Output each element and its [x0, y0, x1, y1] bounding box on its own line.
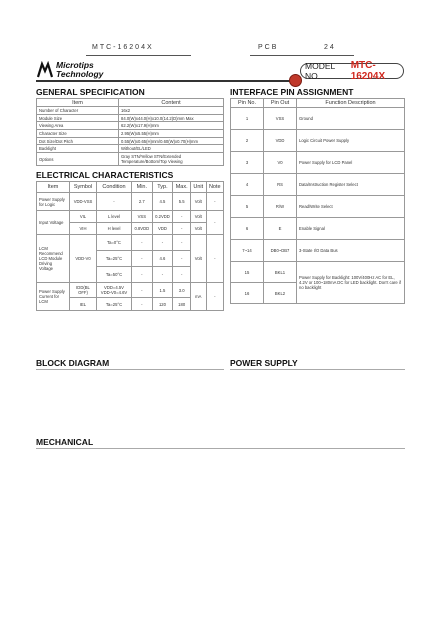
model-value: MTC-16204X [350, 60, 386, 82]
pin-out: V0 [264, 152, 297, 174]
model-dot-icon [289, 74, 302, 87]
gen-key: Module Size [37, 114, 119, 122]
elec-header: Unit [191, 182, 207, 193]
elec-min: 0.8VDD [132, 223, 153, 235]
pin-function: Logic Circuit Power Supply [297, 130, 405, 152]
header-rule-right [250, 55, 354, 56]
elec-symbol: VDD-V0 [70, 235, 97, 283]
model-number-badge [300, 60, 404, 82]
elec-note: - [206, 283, 223, 311]
elec-unit: Volt [191, 193, 207, 211]
elec-min: - [132, 251, 153, 267]
elec-max: - [173, 211, 191, 223]
elec-unit: mA [191, 283, 207, 311]
table-row [37, 283, 224, 298]
table-row [231, 240, 405, 262]
model-divider [36, 80, 298, 82]
elec-condition: Ta=25°C [97, 298, 132, 311]
pin-assignment-title: INTERFACE PIN ASSIGNMENT [230, 87, 354, 97]
table-row [37, 153, 224, 166]
table-row [37, 114, 224, 122]
elec-condition: VDD=4.5V VDD-V0=4.6V [97, 283, 132, 298]
elec-condition: - [97, 193, 132, 211]
elec-typ: 1.5 [152, 283, 173, 298]
pin-function-backlight: Power Supply for Backlight: 100V/400Hz AC for EL, 4.2V or 100~180mA DC for LED backlight. Don't care if no backlight [297, 262, 405, 304]
table-row [231, 108, 405, 130]
elec-max: 3.0 [173, 283, 191, 298]
pin-number: 4 [231, 174, 264, 196]
gen-key: Viewing Area [37, 122, 119, 130]
elec-symbol: IDD(BL OFF) [70, 283, 97, 298]
elec-condition: Ta=0°C [97, 235, 132, 251]
pin-number: 5 [231, 196, 264, 218]
pin-header: Pin No. [231, 99, 264, 108]
elec-typ: 4.5 [152, 193, 173, 211]
block-diagram-rule [36, 369, 224, 370]
elec-typ: 4.6 [152, 251, 173, 267]
pin-number: 16 [231, 283, 264, 304]
gen-value: 2.95(W)x5.55(H)mm [119, 130, 224, 138]
power-supply-rule [230, 369, 405, 370]
table-row [231, 130, 405, 152]
elec-condition: Ta=25°C [97, 251, 132, 267]
elec-header: Max. [173, 182, 191, 193]
elec-note: - [206, 211, 223, 235]
header-section-text: PCB [258, 44, 279, 51]
elec-symbol: VIL [70, 211, 97, 223]
gen-key: Options [37, 153, 119, 166]
elec-header: Note [206, 182, 223, 193]
table-row [231, 174, 405, 196]
pin-out: RS [264, 174, 297, 196]
elec-symbol: VDD-VSS [70, 193, 97, 211]
power-supply-title: POWER SUPPLY [230, 358, 298, 368]
pin-function: Ground [297, 108, 405, 130]
elec-note: - [206, 235, 223, 283]
elec-min: - [132, 283, 153, 298]
gen-value: 16x2 [119, 107, 224, 115]
pin-function: Enable Signal [297, 218, 405, 240]
gen-value: Gray STN/Yellow STN/Extended Temperature/Bottom/Top Viewing [119, 153, 224, 166]
pin-number: 6 [231, 218, 264, 240]
table-row [37, 145, 224, 153]
elec-item: LCM Recommend LCD Module Driving Voltage [37, 235, 70, 283]
pin-out: E [264, 218, 297, 240]
elec-min: - [132, 298, 153, 311]
pin-function: Read/Write Select [297, 196, 405, 218]
pin-out: BKL2 [264, 283, 297, 304]
elec-header: Typ. [152, 182, 173, 193]
elec-item: Power Supply Current for LCM [37, 283, 70, 311]
logo-text-line1: Microtips [56, 60, 94, 70]
elec-max: - [173, 235, 191, 251]
pin-out: VSS [264, 108, 297, 130]
table-row [37, 211, 224, 223]
table-row [37, 130, 224, 138]
elec-max: - [173, 267, 191, 283]
elec-typ: - [152, 235, 173, 251]
gen-key: Number of Character [37, 107, 119, 115]
elec-unit: Volt [191, 223, 207, 235]
elec-max: 5.5 [173, 193, 191, 211]
pin-table [230, 98, 405, 304]
elec-min: VSS [132, 211, 153, 223]
elec-min: - [132, 235, 153, 251]
gen-value: Without/EL/LED [119, 145, 224, 153]
elec-item: Input Voltage [37, 211, 70, 235]
elec-header: Condition [97, 182, 132, 193]
general-spec-title: GENERAL SPECIFICATION [36, 87, 145, 97]
gen-key: Backlight [37, 145, 119, 153]
elec-unit: Volt [191, 235, 207, 283]
pin-out: BKL1 [264, 262, 297, 283]
pin-function: Power Supply for LCD Panel [297, 152, 405, 174]
gen-value: 84.0(W)x44.0(H)x10.0(14.2)D)mm Max [119, 114, 224, 122]
table-row [37, 137, 224, 145]
pin-number: 1 [231, 108, 264, 130]
pin-header: Pin Out [264, 99, 297, 108]
gen-value: 0.55(W)x0.65(H)mm/0.60(W)x0.70(H)mm [119, 137, 224, 145]
mechanical-title: MECHANICAL [36, 437, 94, 447]
header-model-text: MTC-16204X [92, 44, 154, 51]
pin-number: 15 [231, 262, 264, 283]
block-diagram-title: BLOCK DIAGRAM [36, 358, 110, 368]
pin-out: VDD [264, 130, 297, 152]
elec-typ: 120 [152, 298, 173, 311]
electrical-title: ELECTRICAL CHARACTERISTICS [36, 170, 174, 180]
elec-max: 180 [173, 298, 191, 311]
table-row [37, 235, 224, 251]
table-row [231, 262, 405, 283]
gen-header-content: Content [119, 99, 224, 107]
pin-out: R/W [264, 196, 297, 218]
elec-typ: 0.2VDD [152, 211, 173, 223]
elec-typ: - [152, 267, 173, 283]
table-row [231, 218, 405, 240]
elec-min: - [132, 267, 153, 283]
table-row [231, 152, 405, 174]
header-rule-left [86, 55, 191, 56]
model-label: MODEL NO. [305, 61, 335, 81]
general-spec-table [36, 98, 224, 166]
gen-value: 62.2(W)x17.9(H)mm [119, 122, 224, 130]
gen-key: Dot Size/Dot Pitch [37, 137, 119, 145]
elec-item: Power Supply for Logic [37, 193, 70, 211]
elec-header: Min. [132, 182, 153, 193]
pin-out: DB0~DB7 [264, 240, 297, 262]
elec-max: - [173, 223, 191, 235]
pin-number: 3 [231, 152, 264, 174]
pin-number: 2 [231, 130, 264, 152]
elec-min: 2.7 [132, 193, 153, 211]
elec-header: Item [37, 182, 70, 193]
elec-unit: Volt [191, 211, 207, 223]
elec-note: - [206, 193, 223, 211]
pin-function: Data/Instruction Register Select [297, 174, 405, 196]
elec-condition: H level [97, 223, 132, 235]
elec-condition: L level [97, 211, 132, 223]
table-row [231, 196, 405, 218]
logo-mark-icon [36, 61, 54, 79]
logo-text-line2: Technology [56, 69, 104, 79]
gen-key: Character Size [37, 130, 119, 138]
pin-header: Function Description [297, 99, 405, 108]
table-row [37, 107, 224, 115]
pin-number: 7~14 [231, 240, 264, 262]
table-row [37, 122, 224, 130]
elec-symbol: VIH [70, 223, 97, 235]
header-page-number: 24 [324, 44, 336, 51]
pin-function: 3-State I/O Data Bus [297, 240, 405, 262]
elec-typ: VDD [152, 223, 173, 235]
table-row [37, 193, 224, 211]
elec-max: - [173, 251, 191, 267]
gen-header-item: Item [37, 99, 119, 107]
mechanical-rule [36, 448, 405, 449]
electrical-table [36, 181, 224, 311]
company-logo [36, 58, 131, 82]
elec-symbol: IEL [70, 298, 97, 311]
elec-condition: Ta=50°C [97, 267, 132, 283]
elec-header: Symbol [70, 182, 97, 193]
